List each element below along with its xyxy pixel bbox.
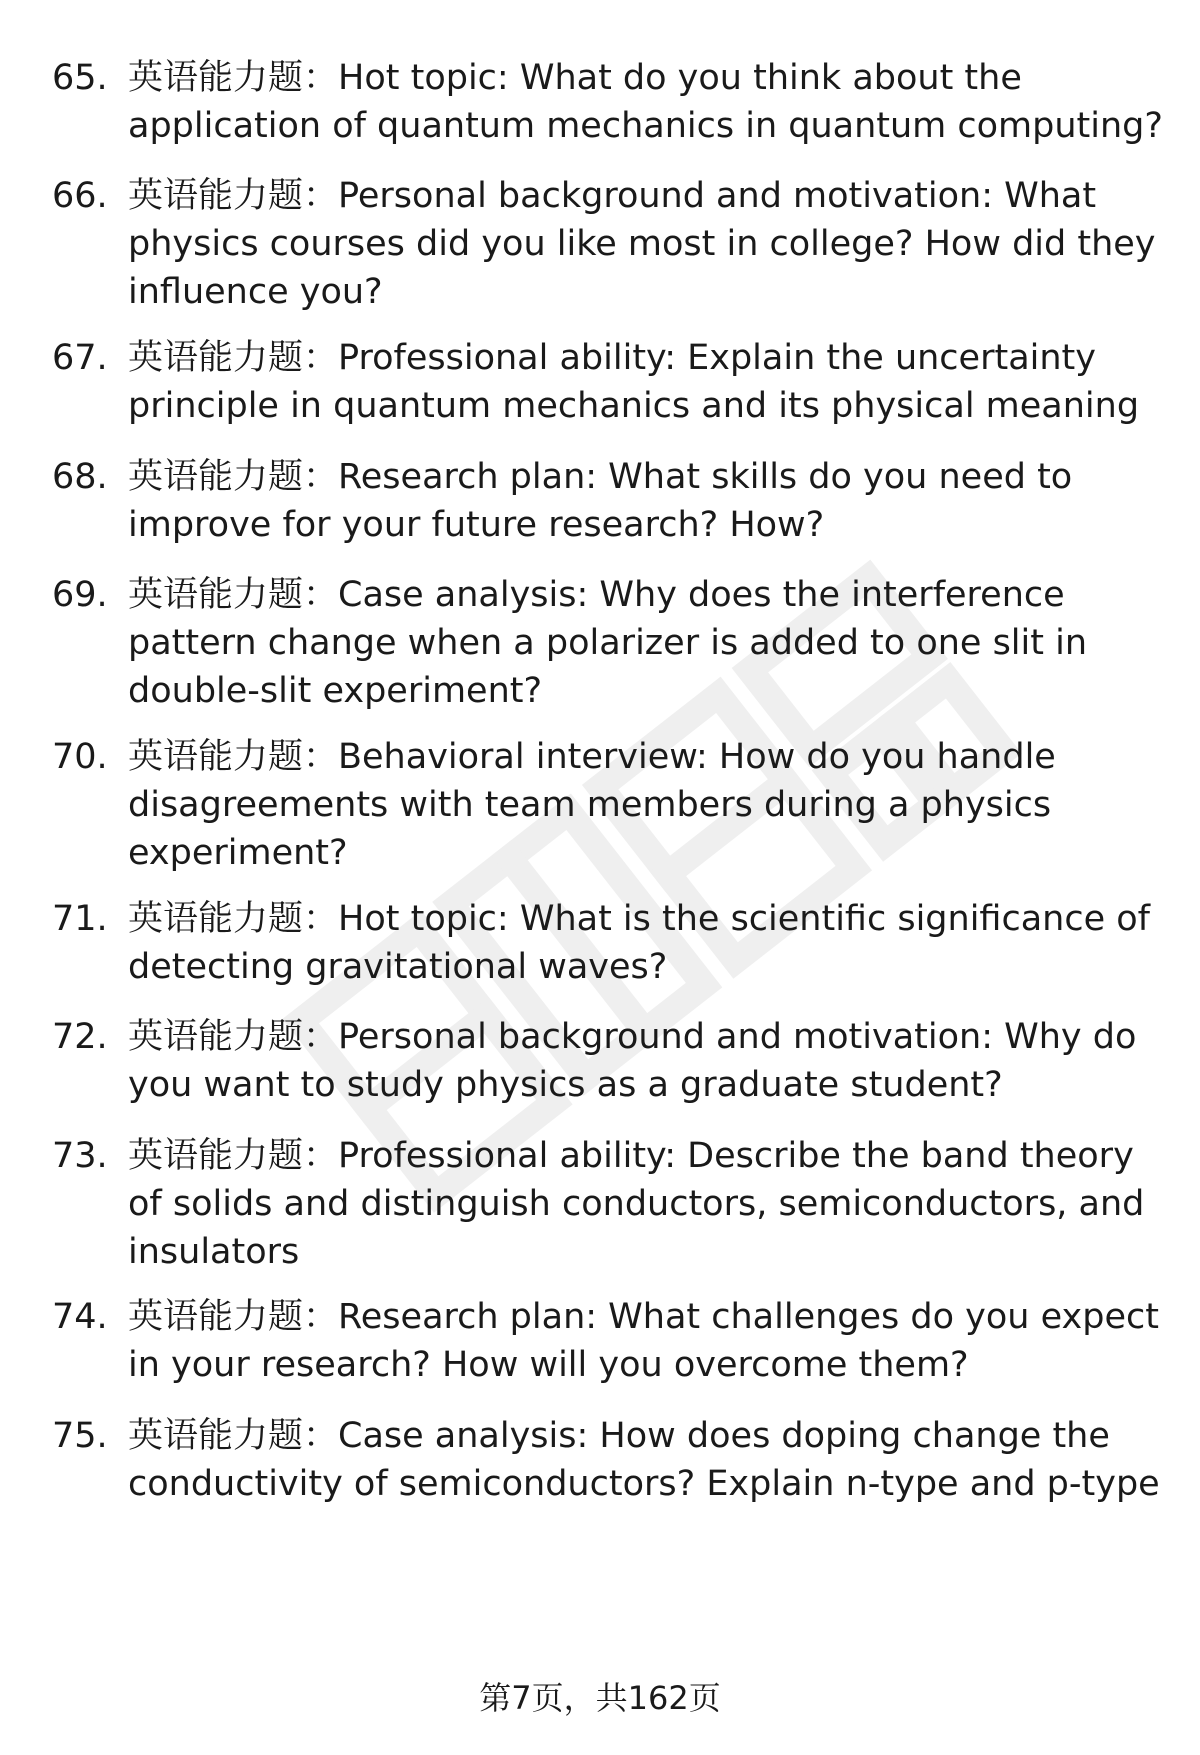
question-number: 66. — [52, 176, 108, 216]
question-category: 英语能力题： — [128, 1297, 339, 1337]
question-body — [128, 453, 1168, 549]
question-number: 68. — [52, 457, 108, 497]
question-text: Personal background and motivation: What physics courses did you like most in college? How did they influence you? — [128, 176, 1156, 312]
question-category: 英语能力题： — [128, 1017, 339, 1057]
question-text: Research plan: What skills do you need to improve for your future research? How? — [128, 457, 1073, 545]
question-category: 英语能力题： — [128, 338, 339, 378]
question-body — [128, 571, 1168, 715]
question-body — [128, 1412, 1168, 1508]
question-number: 69. — [52, 575, 108, 615]
question-text: Professional ability: Explain the uncertainty principle in quantum mechanics and its physical meaning — [128, 338, 1140, 426]
page-number-footer: 第7页，共162页 — [479, 1679, 721, 1717]
question-text: Case analysis: Why does the interference pattern change when a polarizer is added to one slit in double-slit experiment? — [128, 575, 1088, 711]
question-text: Case analysis: How does doping change the conductivity of semiconductors? Explain n-type and p-type — [128, 1416, 1160, 1504]
question-category: 英语能力题： — [128, 457, 339, 497]
question-body — [128, 895, 1168, 991]
question-number: 65. — [52, 58, 108, 98]
question-body — [128, 172, 1168, 316]
question-text: Research plan: What challenges do you expect in your research? How will you overcome them? — [128, 1297, 1159, 1385]
question-category: 英语能力题： — [128, 899, 339, 939]
question-number: 70. — [52, 737, 108, 777]
question-body — [128, 54, 1168, 150]
question-category: 英语能力题： — [128, 58, 339, 98]
question-body — [128, 1013, 1168, 1109]
question-category: 英语能力题： — [128, 1136, 339, 1176]
question-number: 67. — [52, 338, 108, 378]
question-category: 英语能力题： — [128, 1416, 339, 1456]
question-category: 英语能力题： — [128, 737, 339, 777]
question-category: 英语能力题： — [128, 176, 339, 216]
question-body — [128, 733, 1168, 877]
question-text: Professional ability: Describe the band theory of solids and distinguish conductors, semiconductors, and insulators — [128, 1136, 1145, 1272]
question-text: Personal background and motivation: Why do you want to study physics as a graduate student? — [128, 1017, 1137, 1105]
question-number: 73. — [52, 1136, 108, 1176]
question-text: Hot topic: What do you think about the application of quantum mechanics in quantum computing? — [128, 58, 1163, 146]
question-text: Hot topic: What is the scientific significance of detecting gravitational waves? — [128, 899, 1150, 987]
question-body — [128, 1293, 1168, 1389]
question-text: Behavioral interview: How do you handle disagreements with team members during a physics experiment? — [128, 737, 1056, 873]
question-number: 72. — [52, 1017, 108, 1057]
question-number: 75. — [52, 1416, 108, 1456]
question-body — [128, 334, 1168, 430]
question-body — [128, 1132, 1168, 1276]
question-number: 74. — [52, 1297, 108, 1337]
question-number: 71. — [52, 899, 108, 939]
question-category: 英语能力题： — [128, 575, 339, 615]
